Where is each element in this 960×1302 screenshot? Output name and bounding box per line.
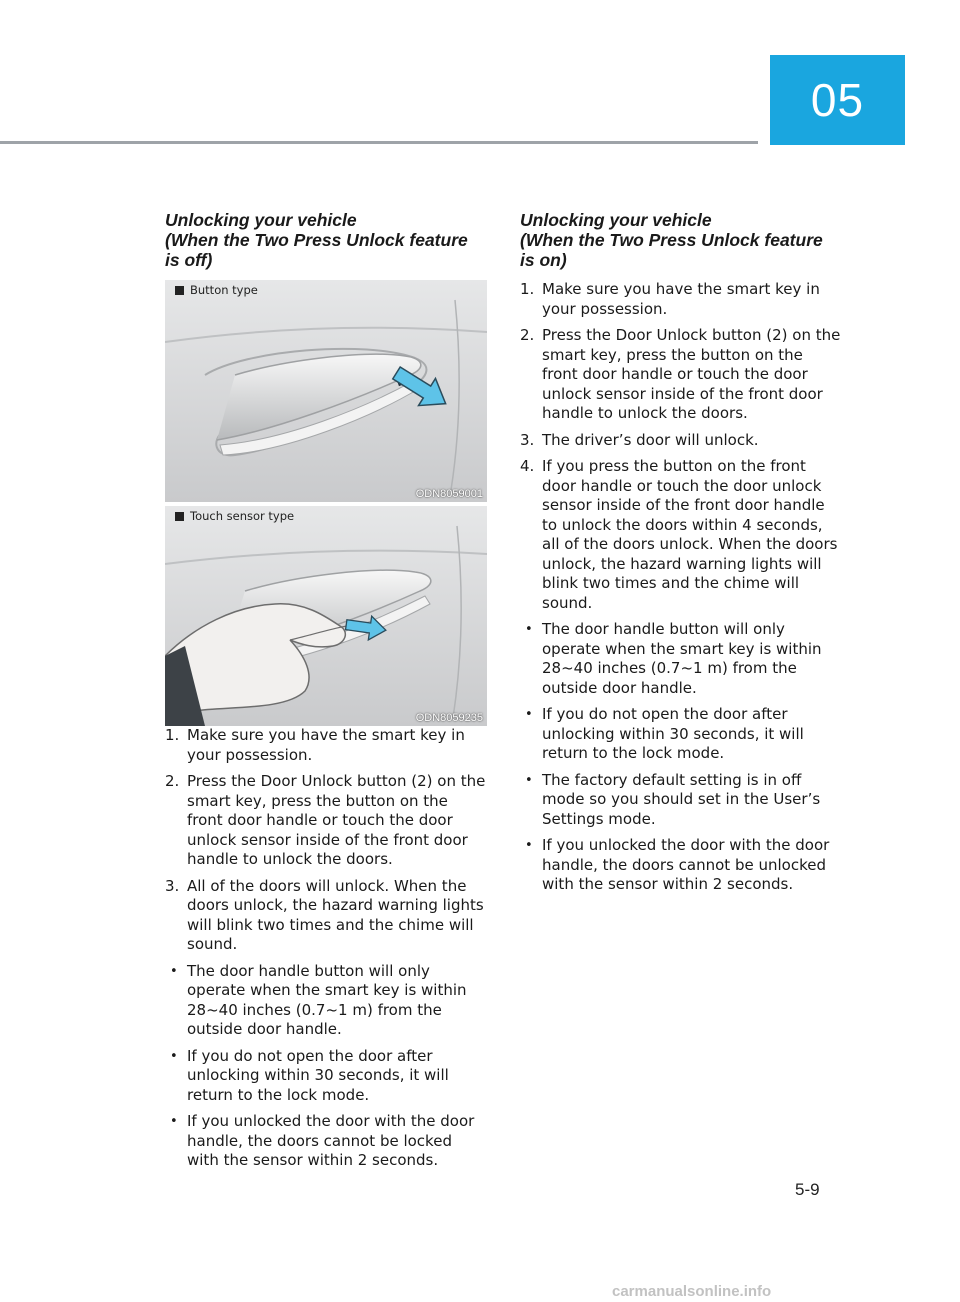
right-steps-list [520, 280, 842, 613]
door-handle-touch-illustration [165, 506, 487, 726]
figure-code: ODN8059235 [415, 712, 483, 724]
left-heading-line-3: is off) [165, 250, 213, 270]
header-rule [0, 141, 758, 144]
list-item: 3. All of the doors will unlock. When the doors unlock, the hazard warning lights will blink two times and the chime will sound. [165, 876, 484, 953]
list-item: 2. Press the Door Unlock button (2) on the smart key, press the button on the front door handle or touch the door unlock sensor inside of the front door handle to unlock the doors. [520, 326, 841, 422]
bullet-icon: • [525, 707, 533, 722]
left-bullets-list [165, 962, 487, 1171]
figure-button-type [165, 280, 487, 502]
figure-caption-button-type [175, 283, 258, 297]
list-item: • The door handle button will only operate when the smart key is within 28~40 inches (0.7~1 m) from the outside door handle. [170, 961, 467, 1038]
right-heading-line-2: (When the Two Press Unlock feature [520, 230, 823, 250]
page-number: 5-9 [795, 1180, 820, 1199]
figure-touch-sensor-type [165, 506, 487, 726]
square-bullet-icon [175, 286, 184, 295]
list-item: 4. If you press the button on the front door handle or touch the door unlock sensor inside of the front door handle to unlock the doors within 4 seconds, all of the doors unlock. When the doors unlock, the hazard warning lights will blink two times and the chime will sound. [520, 457, 838, 612]
list-item: • The door handle button will only operate when the smart key is within 28~40 inches (0.7~1 m) from the outside door handle. [525, 620, 822, 697]
bullet-icon: • [170, 1048, 178, 1064]
list-item: 1. Make sure you have the smart key in your possession. [165, 726, 465, 764]
chapter-tab: 05 [770, 55, 905, 145]
list-item: 1. Make sure you have the smart key in your possession. [520, 280, 820, 318]
square-bullet-icon [175, 512, 184, 521]
right-section-heading [520, 210, 842, 270]
right-column [520, 210, 842, 902]
door-handle-button-illustration [165, 280, 487, 502]
bullet-icon: • [170, 963, 178, 979]
left-section-heading [165, 210, 487, 270]
right-heading-line-3: is on) [520, 250, 567, 270]
bullet-icon: • [170, 1114, 178, 1129]
list-item: • If you unlocked the door with the door handle, the doors cannot be locked with the sensor within 2 seconds. [170, 1112, 475, 1169]
left-heading-line-1: Unlocking your vehicle [165, 210, 357, 230]
right-bullets-list [520, 620, 842, 895]
list-item: 3. The driver’s door will unlock. [520, 430, 759, 449]
list-item: 2. Press the Door Unlock button (2) on the smart key, press the button on the front door handle or touch the door unlock sensor inside of the front door handle to unlock the doors. [165, 772, 486, 868]
watermark: carmanualsonline.info [612, 1283, 772, 1300]
bullet-icon: • [525, 838, 533, 853]
left-column [165, 210, 487, 1178]
list-item: • If you do not open the door after unlocking within 30 seconds, it will return to the lock mode. [525, 705, 804, 762]
bullet-icon: • [525, 622, 533, 637]
list-item: • If you unlocked the door with the door handle, the doors cannot be unlocked with the sensor within 2 seconds. [525, 836, 830, 893]
left-steps-list [165, 726, 487, 955]
figure-caption-touch-sensor-type [175, 509, 294, 523]
caption-text: Touch sensor type [190, 509, 295, 523]
bullet-icon: • [525, 772, 533, 788]
left-heading-line-2: (When the Two Press Unlock feature [165, 230, 468, 250]
right-heading-line-1: Unlocking your vehicle [520, 210, 712, 230]
list-item: • If you do not open the door after unlocking within 30 seconds, it will return to the lock mode. [170, 1046, 449, 1104]
list-item: • The factory default setting is in off mode so you should set in the User’s Settings mode. [525, 770, 821, 828]
figure-code: ODN8059001 [415, 488, 483, 500]
caption-text: Button type [190, 283, 258, 297]
